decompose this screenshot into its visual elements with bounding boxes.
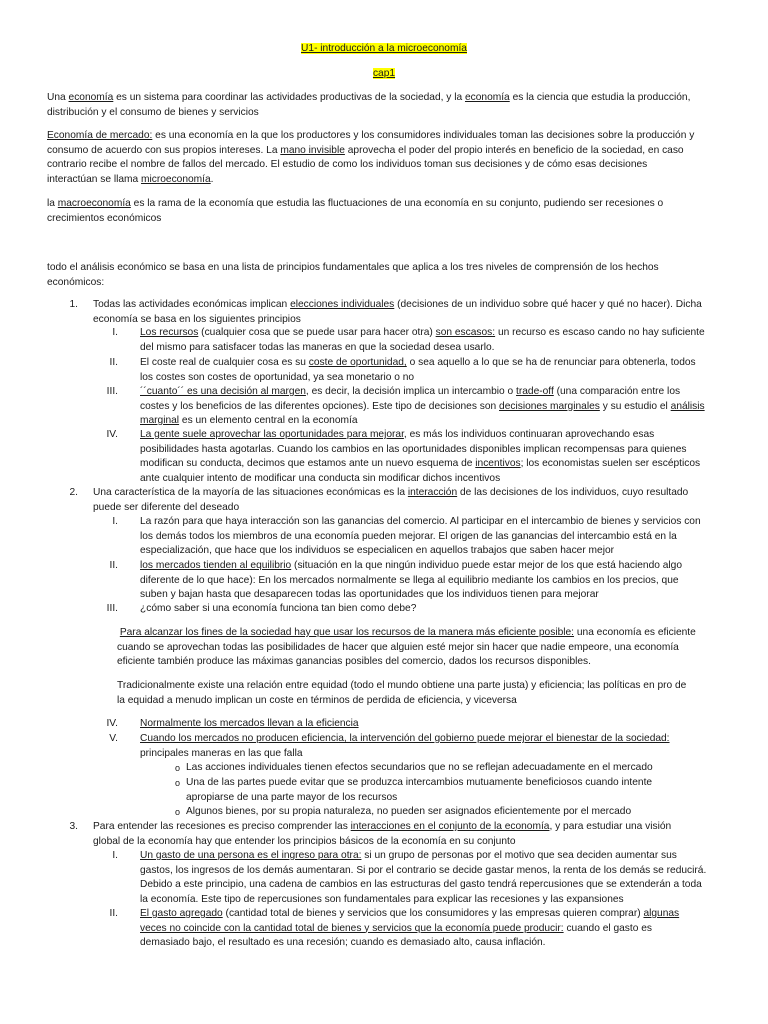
document-subtitle: cap1 [372,68,396,79]
item-3-principle-ii: El gasto agregado (cantidad total de bienes y servicios que los consumidores y las empresas quieren comprar) algunas veces no coincide con la cantidad total de bienes y servicios que la economía puede producir: cuando el gasto es demasiado bajo, el resultado es una recesión; cuando es demasiado alto, causa inflación. [140,908,680,949]
list-marker-2: 2. [69,487,78,498]
equity-paragraph: Tradicionalmente existe una relación entre equidad (todo el mundo obtiene una parte justa) y eficiencia; las políticas en pro de la equidad a menudo implican un coste en términos de perdida de eficiencia, y viceversa [117,680,687,706]
roman-marker: I. [112,850,118,861]
item-2-principle-iv: Normalmente los mercados llevan a la eficiencia [140,718,359,729]
roman-marker: II. [109,357,118,368]
roman-marker: III. [106,386,118,397]
intro-paragraph-2: Economía de mercado: es una economía en la que los productores y los consumidores individuales toman las decisiones sobre la producción y consumo de acuerdo con sus propios intereses. La mano invisible aprovecha el poder del propio interés en beneficio de la sociedad, en caso contrario recibe el nombre de fallos del mercado. El estudio de como los individuos toman sus decisiones y de cómo esas decisiones interactúan se llama microeconomía. [47,130,695,185]
list-item-2-text: Una característica de la mayoría de las situaciones económicas es la interacción de las decisiones de los individuos, cuyo resultado puede ser diferente del deseado [93,487,689,513]
document-title: U1- introducción a la microeconomía [301,43,467,54]
bullet-marker: o [175,807,181,817]
roman-marker: I. [112,327,118,338]
item-2-principle-iii: ¿cómo saber si una economía funciona tan bien como debe? [140,603,417,614]
document-title-line [0,42,768,57]
bullet-marker: o [175,778,181,788]
roman-marker: V. [109,733,118,744]
list-marker-1: 1. [69,299,78,310]
roman-marker: II. [109,560,118,571]
market-failure-bullet-1: Las acciones individuales tienen efectos secundarios que no se reflejan adecuadamente en el mercado [186,762,653,773]
intro-paragraph-1: Una economía es un sistema para coordinar las actividades productivas de la sociedad, y la economía es la ciencia que estudia la producción, distribución y el consumo de bienes y servicios [47,92,691,118]
list-item-3-text: Para entender las recesiones es preciso comprender las interacciones en el conjunto de la economía, y para estudiar una visión global de la economía hay que entender los principios básicos de la economía en su conjunto [93,821,672,847]
item-1-principle-iv: La gente suele aprovechar las oportunidades para mejorar, es más los individuos continuaran aprovechando esas posibilidades hasta agotarlas. Cuando los cambios en las oportunidades disponibles implican recompensas para quienes modifican su conducta, decimos que estamos ante un nuevo esquema de incentivos; los economistas suelen ser escépticos ante cualquier intento de modificar una conducta sin modificar dichos incentivos [140,429,701,484]
list-marker-3: 3. [69,821,78,832]
item-2-principle-ii: los mercados tienden al equilibrio (situación en la que ningún individuo puede estar mejor de los que está haciendo algo diferente de lo que hace): En los mercados normalmente se llega al equilibrio mediante los cambios en los precios, que suben y bajan hasta que desaparecen todas las oportunidades que los individuos tienen para mejorar [140,560,683,601]
bullet-marker: o [175,763,181,773]
intro-paragraph-4: todo el análisis económico se basa en una lista de principios fundamentales que aplica a los tres niveles de comprensión de los hechos económicos: [47,262,659,288]
roman-marker: II. [109,908,118,919]
document-subtitle-line [0,67,768,82]
item-1-principle-ii: El coste real de cualquier cosa es su coste de oportunidad, o sea aquello a lo que se ha de renunciar para obtenerla, todos los costes son costes de oportunidad, ya sea monetario o no [140,357,696,383]
roman-marker: IV. [106,718,118,729]
roman-marker: I. [112,516,118,527]
item-2-principle-v: Cuando los mercados no producen eficiencia, la intervención del gobierno puede mejorar el bienestar de la sociedad: principales maneras en las que falla [140,733,670,759]
roman-marker: III. [106,603,118,614]
market-failure-bullet-2: Una de las partes puede evitar que se produzca intercambios mutuamente beneficiosos cuando intente apropiarse de una parte mayor de los recursos [186,777,653,803]
item-2-principle-i: La razón para que haya interacción son las ganancias del comercio. Al participar en el intercambio de bienes y servicios con los demás todos los miembros de una economía pueden mejorar. El origen de las ganancias del intercambio está en la especialización, que hace que los individuos se especialicen en aquellos trabajos que saben hacer mejor [140,516,701,557]
item-1-principle-iii: ´´cuanto´´ es una decisión al margen, es decir, la decisión implica un intercambio o trade-off (una comparación entre los costes y los beneficios de las diferentes opciones). Este tipo de decisiones son decisiones marginales y su estudio el análisis marginal es un elemento central en la economía [140,386,705,427]
efficiency-paragraph: Para alcanzar los fines de la sociedad hay que usar los recursos de la manera más eficiente posible: una economía es eficiente cuando se aprovechan todas las posibilidades de hacer que alguien esté mejor sin hacer que nadie empeore, una economía eficiente también produce las máximas ganancias posibles del comercio, dados los recursos disponibles. [117,627,696,668]
roman-marker: IV. [106,429,118,440]
market-failure-bullet-3: Algunos bienes, por su propia naturaleza, no pueden ser asignados eficientemente por el mercado [186,806,632,817]
intro-paragraph-3: la macroeconomía es la rama de la economía que estudia las fluctuaciones de una economía en su conjunto, pudiendo ser recesiones o crecimientos económicos [47,198,664,224]
item-3-principle-i: Un gasto de una persona es el ingreso para otra: si un grupo de personas por el motivo que sea deciden aumentar sus gastos, los ingresos de los demás aumentaran. Si por el contrario se decide gastar menos, la renta de los demás se reducirá. Debido a este principio, una cadena de cambios en las estructuras del gasto tendrá repercusiones que se extenderán a toda la economía. Este tipo de repercusiones son fundamentales para explicar las recesiones y las expansiones [140,850,707,905]
item-1-principle-i: Los recursos (cualquier cosa que se puede usar para hacer otra) son escasos: un recurso es escaso cando no hay suficiente del mismo para satisfacer todas las maneras en que la sociedad desea usarlo. [140,327,705,353]
list-item-1-text: Todas las actividades económicas implican elecciones individuales (decisiones de un individuo sobre qué hacer y qué no hacer). Dicha economía se basa en los siguientes principios [93,299,702,325]
